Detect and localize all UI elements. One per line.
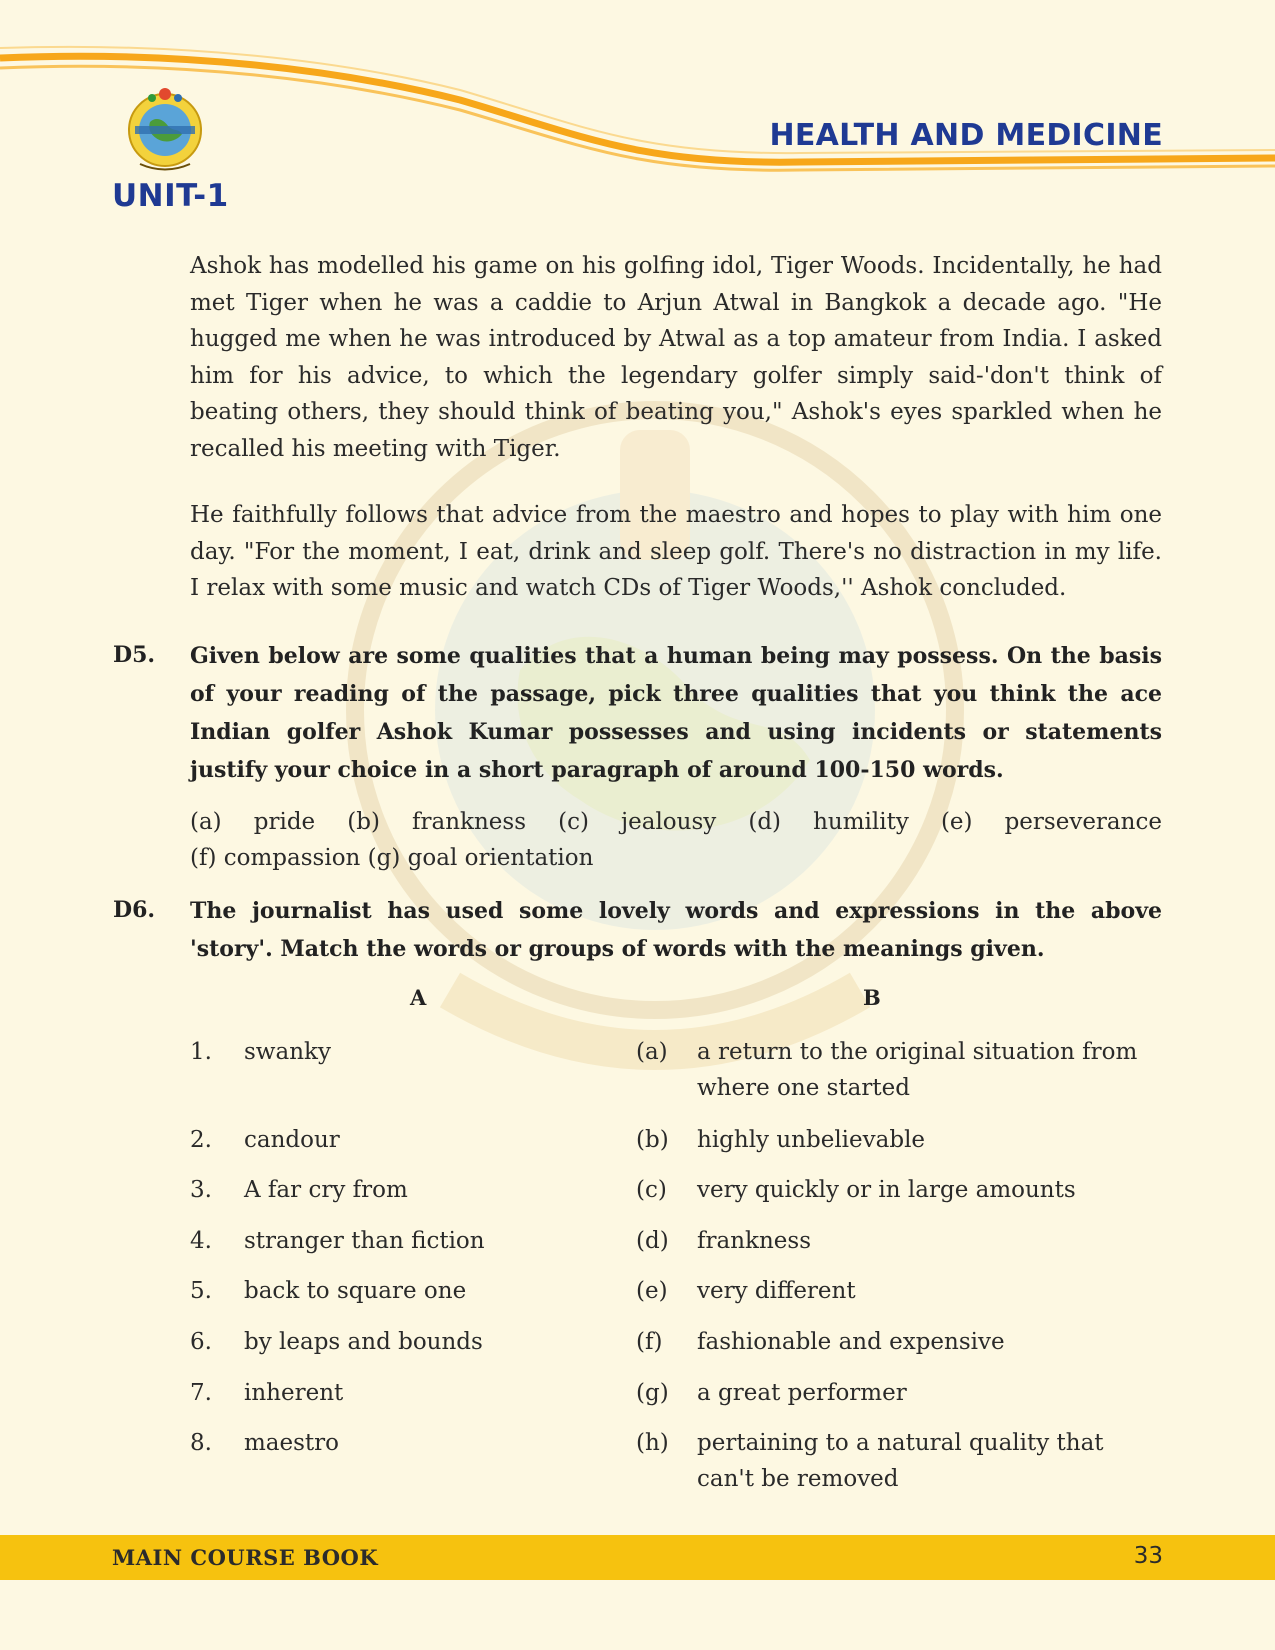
row-number: 3. xyxy=(190,1177,212,1203)
row-meaning: fashionable and expensive xyxy=(697,1329,1005,1355)
cce-logo xyxy=(120,80,210,175)
row-meaning: a great performer xyxy=(697,1380,907,1406)
row-meaning: very quickly or in large amounts xyxy=(697,1177,1076,1203)
column-b-heading: B xyxy=(863,985,881,1010)
qualities-options xyxy=(190,804,1162,876)
option-label: humility xyxy=(813,809,909,835)
unit-label: UNIT-1 xyxy=(112,178,229,214)
chapter-title: HEALTH AND MEDICINE xyxy=(769,118,1163,153)
row-number: 1. xyxy=(190,1039,212,1065)
option-letter: (a) xyxy=(190,809,222,835)
row-meaning: frankness xyxy=(697,1228,812,1254)
row-number: 2. xyxy=(190,1127,212,1153)
option-letter: (c) xyxy=(558,809,589,835)
row-letter: (d) xyxy=(636,1228,669,1254)
option-letter: (e) xyxy=(940,809,973,835)
option-label: frankness xyxy=(412,809,527,835)
row-letter: (e) xyxy=(636,1278,668,1304)
question-text-d5: Given below are some qualities that a human being may possess. On the basis of your reading of the passage, pick three qualities that you think the ace Indian golfer Ashok Kumar possesses and using incidents or statements justify your choice in a short paragraph of around 100-150 words. xyxy=(190,643,1162,783)
option-label: perseverance xyxy=(1004,809,1162,835)
row-meaning: a return to the original situation from where one started xyxy=(697,1039,1138,1101)
row-meaning: pertaining to a natural quality that can't be removed xyxy=(697,1430,1104,1492)
row-number: 8. xyxy=(190,1430,212,1456)
passage-paragraph-2: He faithfully follows that advice from the maestro and hopes to play with him one day. "For the moment, I eat, drink and sleep golf. There's no distraction in my life. I relax with some music and watch CDs of Tiger Woods,'' Ashok concluded. xyxy=(190,502,1162,601)
passage-paragraph-1: Ashok has modelled his game on his golfing idol, Tiger Woods. Incidentally, he had met Tiger when he was a caddie to Arjun Atwal in Bangkok a decade ago. "He hugged me when he was introduced by Atwal as a top amateur from India. I asked him for his advice, to which the legendary golfer simply said-'don't think of beating others, they should think of beating you," Ashok's eyes sparkled when he recalled his meeting with Tiger. xyxy=(190,253,1162,462)
option-letter: (b) xyxy=(347,809,380,835)
row-number: 6. xyxy=(190,1329,212,1355)
question-number-d5: D5. xyxy=(113,642,156,668)
row-number: 7. xyxy=(190,1380,212,1406)
footer-book-title: MAIN COURSE BOOK xyxy=(112,1545,379,1570)
row-number: 4. xyxy=(190,1228,212,1254)
column-a-heading: A xyxy=(410,985,427,1010)
qualities-options-line-1 xyxy=(190,804,1162,840)
row-word: back to square one xyxy=(244,1278,467,1304)
row-word: inherent xyxy=(244,1380,344,1406)
row-word: stranger than fiction xyxy=(244,1228,485,1254)
row-letter: (a) xyxy=(636,1039,668,1065)
option-label: jealousy xyxy=(621,809,717,835)
row-letter: (c) xyxy=(636,1177,667,1203)
option-letter: (d) xyxy=(748,809,782,835)
row-letter: (f) xyxy=(636,1329,663,1355)
row-word: by leaps and bounds xyxy=(244,1329,483,1355)
row-meaning: very different xyxy=(697,1278,856,1304)
question-text-d6: The journalist has used some lovely words and expressions in the above 'story'. Match the words or groups of words with the meanings given. xyxy=(190,898,1162,962)
row-number: 5. xyxy=(190,1278,212,1304)
qualities-options-line-2: (f) compassion (g) goal orientation xyxy=(190,845,594,871)
row-word: maestro xyxy=(244,1430,340,1456)
row-word: swanky xyxy=(244,1039,331,1065)
page-number: 33 xyxy=(1133,1543,1163,1569)
row-word: candour xyxy=(244,1127,340,1153)
row-letter: (h) xyxy=(636,1430,669,1456)
row-meaning: highly unbelievable xyxy=(697,1127,926,1153)
option-label: pride xyxy=(253,809,316,835)
question-number-d6: D6. xyxy=(113,897,156,923)
row-letter: (b) xyxy=(636,1127,669,1153)
row-letter: (g) xyxy=(636,1380,669,1406)
row-word: A far cry from xyxy=(244,1177,408,1203)
